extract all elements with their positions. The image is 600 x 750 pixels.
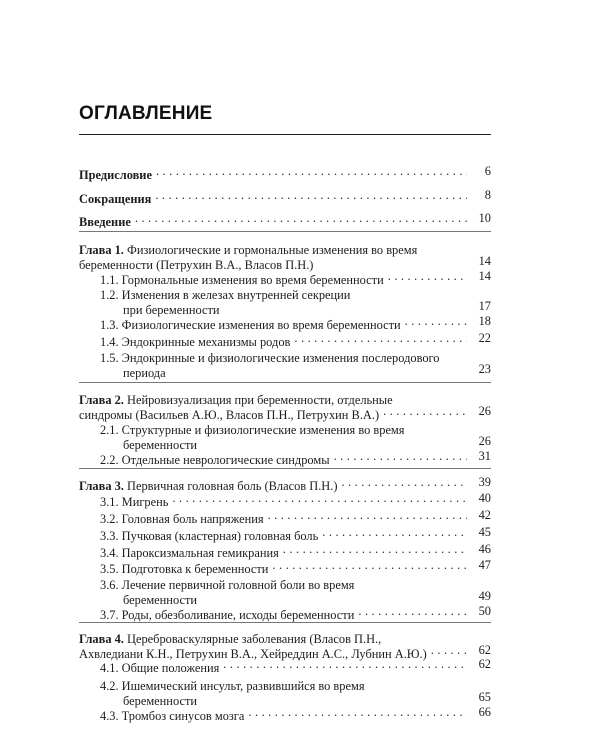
toc-section-2-1[interactable] bbox=[100, 418, 491, 437]
page-number: 10 bbox=[478, 211, 491, 225]
toc-section-3-6[interactable] bbox=[100, 573, 491, 592]
chapter-title-cont: синдромы (Васильев А.Ю., Власов П.Н., Петрухин В.А.) bbox=[79, 408, 380, 422]
page-number: 14 bbox=[478, 269, 491, 283]
section-title: 3.4. Пароксизмальная гемикрания bbox=[100, 546, 279, 560]
page-number: 62 bbox=[478, 643, 491, 657]
section-title-cont: беременности bbox=[123, 438, 197, 452]
section-divider bbox=[79, 231, 491, 232]
toc-entry-preface[interactable] bbox=[79, 163, 491, 182]
dot-leader bbox=[334, 448, 467, 464]
page-number: 65 bbox=[478, 690, 491, 704]
section-title: 3.3. Пучковая (кластерная) головная боль bbox=[100, 529, 319, 543]
toc-section-1-4[interactable] bbox=[100, 330, 491, 349]
entry-title: Сокращения bbox=[79, 192, 152, 206]
dot-leader bbox=[383, 403, 467, 419]
dot-leader bbox=[155, 187, 467, 203]
dot-leader bbox=[172, 490, 467, 506]
toc-section-1-5-cont[interactable] bbox=[100, 361, 491, 380]
section-title: 1.2. Изменения в железах внутренней секреции bbox=[100, 288, 351, 302]
section-title: 1.4. Эндокринные механизмы родов bbox=[100, 335, 291, 349]
toc-chapter-1[interactable] bbox=[79, 238, 491, 257]
toc-chapter-2-cont[interactable] bbox=[79, 403, 491, 422]
page-number: 50 bbox=[478, 604, 491, 618]
section-title: 3.6. Лечение первичной головной боли во время bbox=[100, 578, 355, 592]
chapter-title: Первичная головная боль (Власов П.Н.) bbox=[127, 479, 338, 493]
entry-title: Введение bbox=[79, 215, 131, 229]
toc-section-3-6-cont[interactable] bbox=[100, 588, 491, 607]
toc-section-1-2[interactable] bbox=[100, 283, 491, 302]
toc-section-4-3[interactable] bbox=[100, 704, 491, 723]
section-title: 4.3. Тромбоз синусов мозга bbox=[100, 709, 245, 723]
chapter-label: Глава 1. bbox=[79, 243, 124, 257]
toc-section-3-4[interactable] bbox=[100, 541, 491, 560]
chapter-title: Нейровизуализация при беременности, отдельные bbox=[127, 393, 393, 407]
section-title: 2.1. Структурные и физиологические изменения во время bbox=[100, 423, 405, 437]
section-title-cont: беременности bbox=[123, 694, 197, 708]
page-number: 26 bbox=[478, 404, 491, 418]
toc-section-3-2[interactable] bbox=[100, 507, 491, 526]
toc-chapter-3[interactable] bbox=[79, 474, 491, 493]
dot-leader bbox=[358, 603, 467, 619]
dot-leader bbox=[322, 524, 467, 540]
dot-leader bbox=[248, 704, 467, 720]
heading-rule bbox=[79, 134, 491, 135]
page-number: 62 bbox=[478, 657, 491, 671]
toc-section-4-1[interactable] bbox=[100, 656, 491, 675]
section-title: 1.5. Эндокринные и физиологические изменения послеродового bbox=[100, 351, 440, 365]
page-number: 46 bbox=[478, 542, 491, 556]
page-number: 14 bbox=[478, 254, 491, 268]
page-number: 23 bbox=[478, 362, 491, 376]
chapter-label: Глава 2. bbox=[79, 393, 124, 407]
page-number: 45 bbox=[478, 525, 491, 539]
toc-section-3-3[interactable] bbox=[100, 524, 491, 543]
dot-leader bbox=[156, 163, 467, 179]
section-title-cont: при беременности bbox=[123, 303, 220, 317]
page-number: 18 bbox=[478, 314, 491, 328]
section-title-cont: периода bbox=[123, 366, 166, 380]
page-number: 8 bbox=[484, 188, 491, 202]
page-number: 26 bbox=[478, 434, 491, 448]
toc-section-3-5[interactable] bbox=[100, 557, 491, 576]
toc-section-1-5[interactable] bbox=[100, 346, 491, 365]
page-number: 40 bbox=[478, 491, 491, 505]
toc-chapter-4[interactable] bbox=[79, 627, 491, 646]
page-number: 22 bbox=[478, 331, 491, 345]
toc-section-1-2-cont[interactable] bbox=[100, 298, 491, 317]
dot-leader bbox=[268, 507, 467, 523]
page-number: 42 bbox=[478, 508, 491, 522]
toc-chapter-1-cont[interactable] bbox=[79, 253, 491, 272]
page-number: 49 bbox=[478, 589, 491, 603]
dot-leader bbox=[388, 268, 467, 284]
toc-section-1-1[interactable] bbox=[100, 268, 491, 287]
toc-section-2-2[interactable] bbox=[100, 448, 491, 467]
toc-section-1-3[interactable] bbox=[100, 313, 491, 332]
dot-leader bbox=[135, 210, 467, 226]
chapter-title: Цереброваскулярные заболевания (Власов П.Н., bbox=[127, 632, 382, 646]
toc-chapter-2[interactable] bbox=[79, 388, 491, 407]
toc-entry-introduction[interactable] bbox=[79, 210, 491, 229]
dot-leader bbox=[341, 474, 467, 490]
section-title: 1.3. Физиологические изменения во время беременности bbox=[100, 318, 401, 332]
section-title: 3.7. Роды, обезболивание, исходы беременности bbox=[100, 608, 355, 622]
page-number: 39 bbox=[478, 475, 491, 489]
section-divider bbox=[79, 382, 491, 383]
section-divider bbox=[79, 468, 491, 469]
chapter-title-cont: Ахвледиани К.Н., Петрухин В.А., Хейреддин А.С., Лубнин А.Ю.) bbox=[79, 647, 427, 661]
dot-leader bbox=[405, 313, 467, 329]
page-number: 6 bbox=[484, 164, 491, 178]
page-number: 17 bbox=[478, 299, 491, 313]
entry-title: Предисловие bbox=[79, 168, 152, 182]
section-title: 1.1. Гормональные изменения во время беременности bbox=[100, 273, 384, 287]
section-title: 4.2. Ишемический инсульт, развившийся во время bbox=[100, 679, 365, 693]
toc-section-3-7[interactable] bbox=[100, 603, 491, 622]
toc-entry-abbreviations[interactable] bbox=[79, 187, 491, 206]
chapter-label: Глава 3. bbox=[79, 479, 124, 493]
dot-leader bbox=[294, 330, 467, 346]
page-number: 31 bbox=[478, 449, 491, 463]
page-number: 47 bbox=[478, 558, 491, 572]
chapter-label: Глава 4. bbox=[79, 632, 124, 646]
dot-leader bbox=[272, 557, 467, 573]
section-divider bbox=[79, 622, 491, 623]
page-number: 66 bbox=[478, 705, 491, 719]
chapter-title-cont: беременности (Петрухин В.А., Власов П.Н.) bbox=[79, 258, 314, 272]
toc-section-2-1-cont[interactable] bbox=[100, 433, 491, 452]
dot-leader bbox=[223, 656, 467, 672]
section-title-cont: беременности bbox=[123, 593, 197, 607]
section-title: 3.5. Подготовка к беременности bbox=[100, 562, 269, 576]
chapter-title: Физиологические и гормональные изменения во время bbox=[127, 243, 418, 257]
toc-section-3-1[interactable] bbox=[100, 490, 491, 509]
section-title: 3.1. Мигрень bbox=[100, 495, 169, 509]
section-title: 2.2. Отдельные неврологические синдромы bbox=[100, 453, 330, 467]
section-title: 3.2. Головная боль напряжения bbox=[100, 512, 264, 526]
section-title: 4.1. Общие положения bbox=[100, 661, 220, 675]
dot-leader bbox=[283, 541, 467, 557]
toc-section-4-2-cont[interactable] bbox=[100, 689, 491, 708]
toc-section-4-2[interactable] bbox=[100, 674, 491, 693]
toc-heading: ОГЛАВЛЕНИЕ bbox=[79, 103, 213, 124]
